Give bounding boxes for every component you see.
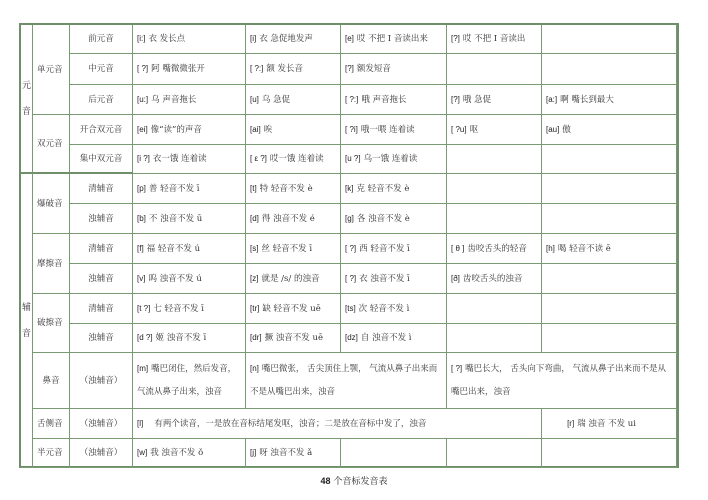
ipa-symbol: [ ?] <box>345 243 357 253</box>
ipa-symbol: [w] <box>137 448 148 457</box>
row-label: 前元音 <box>88 34 114 44</box>
ipa-symbol: [dr] <box>250 333 262 342</box>
phoneme-cell <box>133 294 246 324</box>
phoneme-cell <box>341 145 447 174</box>
phoneme-cell <box>133 115 246 145</box>
row-label-voiced <box>70 324 133 353</box>
phoneme-cell <box>133 145 246 174</box>
ipa-symbol: [n] <box>250 363 259 373</box>
pronunciation-note: 次 轻音不发 ì <box>358 303 410 314</box>
ipa-symbol: [ei] <box>137 124 148 134</box>
pronunciation-note: 嘴巴长大， 舌头向下弯曲， 气流从鼻子出来而不是从 <box>465 363 667 374</box>
phonetic-table <box>19 23 679 468</box>
ipa-symbol: [?] <box>345 64 354 73</box>
row-label: 后元音 <box>88 94 114 105</box>
ipa-symbol: [l] <box>137 418 144 428</box>
ipa-symbol: [h] <box>546 243 555 253</box>
phoneme-cell <box>133 54 246 85</box>
phoneme-cell <box>542 439 677 468</box>
pronunciation-note: 哎一饿 连着读 <box>269 154 324 164</box>
phoneme-cell <box>542 294 677 324</box>
ipa-symbol: [g] <box>345 213 354 223</box>
phoneme-cell <box>447 115 542 145</box>
pronunciation-note: 呜 浊音不发 ú <box>148 273 202 284</box>
caption-text: 个音标发音表 <box>333 477 388 487</box>
ipa-symbol: [u:] <box>137 94 149 104</box>
group-monophthong <box>33 25 70 115</box>
phoneme-cell <box>246 204 341 234</box>
row-label-semivowel <box>70 439 133 468</box>
phoneme-cell-ng <box>447 353 677 409</box>
ipa-symbol: [?] <box>451 34 460 43</box>
phoneme-cell <box>341 324 447 353</box>
row-label-central <box>70 54 133 85</box>
group-plosive <box>33 174 70 234</box>
phoneme-cell <box>447 294 542 324</box>
group-nasal <box>33 353 70 409</box>
ipa-symbol: [ ?] <box>345 273 357 283</box>
group-label: 舌侧音 <box>37 418 63 429</box>
phoneme-cell-r <box>542 409 677 439</box>
pronunciation-note: 不 浊音不发 ū <box>148 213 203 224</box>
row-label-voiceless <box>70 234 133 264</box>
pronunciation-note: 衣 发长点 <box>148 34 186 44</box>
pronunciation-note: 乌 急促 <box>261 94 291 105</box>
row-label-voiceless <box>70 174 133 204</box>
ipa-symbol: [k] <box>345 183 354 193</box>
row-label-closing <box>70 115 133 145</box>
ipa-symbol: [ai] <box>250 124 261 134</box>
ipa-symbol: [ ?] <box>451 363 463 373</box>
phoneme-cell <box>341 54 447 85</box>
ipa-symbol: [i ?] <box>137 154 150 163</box>
pronunciation-note: 姬 浊音不发 ī <box>155 333 207 343</box>
ipa-symbol: [r] <box>567 418 575 428</box>
pronunciation-note: 我 浊音不发 ǒ <box>150 448 204 458</box>
pronunciation-note: 衣一饿 连着读 <box>152 154 207 164</box>
ipa-symbol: [dz] <box>345 333 358 342</box>
phoneme-cell <box>447 145 542 174</box>
phoneme-cell-m <box>133 353 246 409</box>
ipa-symbol: [au] <box>546 124 560 134</box>
caption-number: 48 <box>320 476 331 486</box>
pronunciation-note: 嘴巴闭住，然后发音， <box>151 363 237 374</box>
phoneme-cell <box>341 439 447 468</box>
phoneme-cell <box>341 234 447 264</box>
pronunciation-note: 哎 不把 I 音读出 <box>462 34 526 44</box>
pronunciation-note: 哎 不把 I 音读出来 <box>356 34 428 44</box>
row-label-lateral <box>70 409 133 439</box>
pronunciation-note: 嘴巴微张， 舌尖顶住上颚， 气流从鼻子出来而 <box>261 363 438 374</box>
row-label: 浊辅音 <box>88 213 114 224</box>
pronunciation-note: 齿咬舌头的轻音 <box>467 243 527 254</box>
phoneme-cell <box>133 204 246 234</box>
ipa-symbol: [s] <box>250 243 259 253</box>
phoneme-cell <box>246 234 341 264</box>
phoneme-cell <box>246 115 341 145</box>
row-label: 清辅音 <box>88 183 114 194</box>
category-vowel <box>21 25 33 174</box>
group-fricative <box>33 234 70 294</box>
ipa-symbol: [ θ ] <box>451 243 465 253</box>
group-lateral <box>33 409 70 439</box>
phoneme-cell <box>542 264 677 294</box>
phoneme-cell <box>542 204 677 234</box>
phoneme-cell <box>542 85 677 115</box>
row-label: 清辅音 <box>88 243 114 254</box>
phoneme-cell-l <box>133 409 542 439</box>
group-label: 爆破音 <box>37 198 63 209</box>
pronunciation-note: 有两个读音，一是放在音标结尾发呕，浊音；二是放在音标中发了，浊音 <box>154 418 427 429</box>
phoneme-cell <box>542 145 677 174</box>
phoneme-cell <box>246 439 341 468</box>
phoneme-cell <box>246 174 341 204</box>
phoneme-cell <box>447 324 542 353</box>
row-label: （浊辅音） <box>79 375 123 386</box>
pronunciation-note: 各 浊音不发 è <box>356 213 410 224</box>
ipa-symbol: [ ?u] <box>451 124 467 134</box>
phoneme-cell <box>246 54 341 85</box>
phoneme-cell <box>246 264 341 294</box>
pronunciation-note: 不是从嘴巴出来，浊音 <box>250 387 336 398</box>
pronunciation-note: 像“读”的声音 <box>150 124 202 135</box>
phoneme-cell <box>246 294 341 324</box>
ipa-symbol: [i] <box>250 34 257 43</box>
pronunciation-note: 克 轻音不发 è <box>356 183 410 194</box>
pronunciation-note: 七 轻音不发 ī <box>153 303 204 314</box>
row-label: 清辅音 <box>88 303 114 314</box>
ipa-symbol: [ ?] <box>137 64 149 73</box>
phoneme-cell <box>542 234 677 264</box>
phoneme-cell <box>246 85 341 115</box>
pronunciation-note: 唉 <box>263 124 273 135</box>
pronunciation-note: 普 轻音不发 ī <box>148 183 200 194</box>
pronunciation-note: 喝 轻音不读 ē <box>557 243 611 254</box>
pronunciation-note: 乌 声音拖长 <box>151 94 197 105</box>
group-label: 摩擦音 <box>37 258 63 269</box>
phoneme-cell <box>133 85 246 115</box>
phoneme-cell <box>133 234 246 264</box>
phoneme-cell <box>447 85 542 115</box>
row-label-voiced <box>70 204 133 234</box>
pronunciation-note: 哦 声音拖长 <box>361 94 407 105</box>
phoneme-cell <box>447 174 542 204</box>
phoneme-cell <box>447 439 542 468</box>
pronunciation-note: 自 浊音不发 ì <box>360 333 412 343</box>
pronunciation-note: 齿咬舌头的浊音 <box>462 273 523 284</box>
phoneme-cell <box>447 204 542 234</box>
ipa-symbol: [t ?] <box>137 303 151 313</box>
group-semivowel <box>33 439 70 468</box>
ipa-symbol: [e] <box>345 34 354 43</box>
category-consonant <box>21 174 33 468</box>
phoneme-cell <box>341 115 447 145</box>
group-diphthong <box>33 115 70 174</box>
ipa-symbol: [v] <box>137 273 146 283</box>
phoneme-cell <box>133 264 246 294</box>
category-char: 元 <box>21 80 31 91</box>
phoneme-cell <box>341 294 447 324</box>
phoneme-cell <box>246 25 341 54</box>
ipa-symbol: [ð] <box>451 273 460 283</box>
pronunciation-note: 乌一饿 连着读 <box>363 154 418 164</box>
group-label: 鼻音 <box>42 375 60 386</box>
category-char: 音 <box>21 328 31 339</box>
pronunciation-note: 呀 浊音不发 ǎ <box>259 448 313 458</box>
group-label: 半元音 <box>37 448 63 458</box>
phoneme-cell <box>341 264 447 294</box>
phoneme-cell <box>542 115 677 145</box>
ipa-symbol: [d ?] <box>137 333 153 342</box>
ipa-symbol: [ ?i] <box>345 124 358 134</box>
row-label: （浊辅音） <box>79 448 123 458</box>
pronunciation-note: 傲 <box>562 124 571 135</box>
group-label: 双元音 <box>37 138 63 149</box>
phoneme-cell <box>542 25 677 54</box>
ipa-symbol: [d] <box>250 213 259 223</box>
row-label: 中元音 <box>88 64 114 74</box>
ipa-symbol: [?] <box>451 94 460 104</box>
pronunciation-note: 瑞 浊音 不发 ui <box>577 418 636 429</box>
phoneme-cell <box>246 145 341 174</box>
phoneme-cell <box>447 264 542 294</box>
phoneme-cell <box>133 439 246 468</box>
pronunciation-note: 撅 浊音不发 uē <box>264 333 323 343</box>
pronunciation-note: 就是 /s/ 的浊音 <box>261 273 320 284</box>
ipa-symbol: [ ε ?] <box>250 154 267 163</box>
ipa-symbol: [f] <box>137 243 144 253</box>
row-label-front <box>70 25 133 54</box>
phoneme-cell-n <box>246 353 447 409</box>
phoneme-cell <box>341 25 447 54</box>
pronunciation-note: 呕 <box>469 124 479 135</box>
row-label-voiced <box>70 264 133 294</box>
ipa-symbol: [z] <box>250 273 259 283</box>
group-label: 单元音 <box>37 64 63 75</box>
phoneme-cell <box>542 324 677 353</box>
pronunciation-note: 气流从鼻子出来，浊音 <box>137 387 223 398</box>
pronunciation-note: 哦一喂 连着读 <box>360 124 415 135</box>
row-label: 开合双元音 <box>79 124 123 135</box>
phoneme-cell <box>447 25 542 54</box>
ipa-symbol: [tr] <box>250 303 260 313</box>
phoneme-cell <box>341 174 447 204</box>
phoneme-cell <box>341 85 447 115</box>
row-label: 浊辅音 <box>88 273 114 284</box>
pronunciation-note: 哦 急促 <box>462 94 492 105</box>
row-label-back <box>70 85 133 115</box>
pronunciation-note: 额发短音 <box>356 64 391 74</box>
row-label-nasal <box>70 353 133 409</box>
pronunciation-note: 丝 轻音不发 ī <box>261 243 313 254</box>
row-label-voiceless <box>70 294 133 324</box>
ipa-symbol: [j] <box>250 448 257 457</box>
phoneme-cell <box>133 324 246 353</box>
ipa-symbol: [p] <box>137 183 146 193</box>
ipa-symbol: [i:] <box>137 34 146 43</box>
category-char: 音 <box>21 106 31 117</box>
ipa-symbol: [b] <box>137 213 146 223</box>
row-label-centering <box>70 145 133 174</box>
ipa-symbol: [ ?:] <box>250 64 264 73</box>
ipa-symbol: [u] <box>250 94 259 104</box>
pronunciation-note: 额 发长音 <box>266 64 304 74</box>
phoneme-cell <box>542 174 677 204</box>
group-affricate <box>33 294 70 353</box>
row-label: （浊辅音） <box>79 418 123 429</box>
phoneme-cell <box>133 174 246 204</box>
group-label: 破擦音 <box>37 318 63 328</box>
ipa-symbol: [ts] <box>345 303 356 313</box>
pronunciation-note: 衣 浊音不发 ī <box>359 273 410 284</box>
pronunciation-note: 缺 轻音不发 uē <box>262 303 321 314</box>
pronunciation-note: 福 轻音不发 ú <box>146 243 201 254</box>
pronunciation-note: 特 轻音不发 è <box>259 183 313 194</box>
phoneme-cell <box>447 54 542 85</box>
phoneme-cell <box>246 324 341 353</box>
phoneme-cell <box>133 25 246 54</box>
ipa-symbol: [t] <box>250 183 257 193</box>
pronunciation-note: 啊 嘴长到最大 <box>560 94 614 105</box>
ipa-symbol: [ ?:] <box>345 94 359 104</box>
pronunciation-note: 阿 嘴微微张开 <box>151 64 205 74</box>
pronunciation-note: 嘴巴出来，浊音 <box>451 387 511 398</box>
pronunciation-note: 得 浊音不发 é <box>261 213 315 224</box>
row-label: 集中双元音 <box>79 153 123 164</box>
pronunciation-note: 西 轻音不发 ī <box>359 243 410 254</box>
ipa-symbol: [a:] <box>546 94 558 104</box>
category-char: 辅 <box>21 302 31 313</box>
ipa-symbol: [u ?] <box>345 154 361 163</box>
pronunciation-note: 衣 急促地发声 <box>259 34 313 44</box>
row-label: 浊辅音 <box>88 333 114 343</box>
phoneme-cell <box>341 204 447 234</box>
ipa-symbol: [m] <box>137 363 149 373</box>
table-caption <box>0 474 708 487</box>
phoneme-cell <box>447 234 542 264</box>
phoneme-cell <box>542 54 677 85</box>
